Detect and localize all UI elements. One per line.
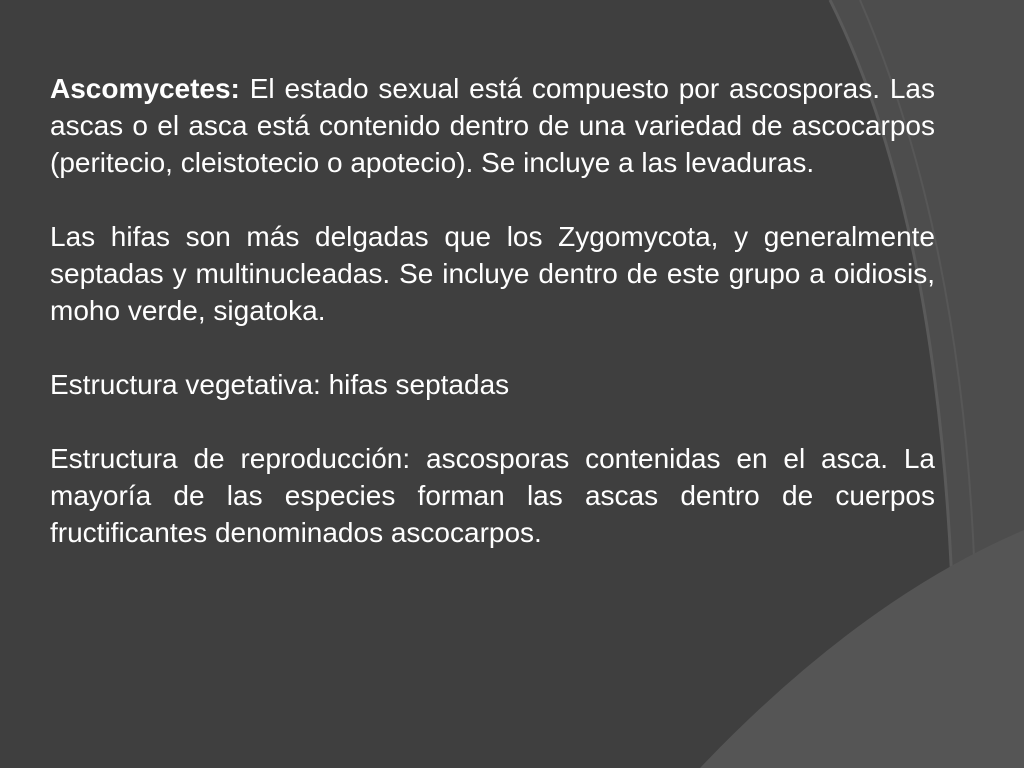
paragraph-text: El estado sexual está compuesto por ascosporas. Las ascas o el asca está contenido dentro de una variedad de ascocarpos (peritecio, cleistotecio o apotecio). Se incluye a las levaduras. (50, 73, 935, 178)
paragraph-estructura-reproduccion: Estructura de reproducción: ascosporas contenidas en el asca. La mayoría de las especies forman las ascas dentro de cuerpos fructificantes denominados ascocarpos. (50, 443, 935, 548)
paragraph-estructura-vegetativa: Estructura vegetativa: hifas septadas (50, 369, 510, 400)
paragraph-hifas: Las hifas son más delgadas que los Zygomycota, y generalmente septadas y multinucleadas. Se incluye dentro de este grupo a oidiosis, moho verde, sigatoka. (50, 221, 935, 326)
term-ascomycetes: Ascomycetes: (50, 73, 240, 104)
paragraph-ascomycetes (50, 70, 935, 181)
slide-text-body (50, 70, 935, 551)
